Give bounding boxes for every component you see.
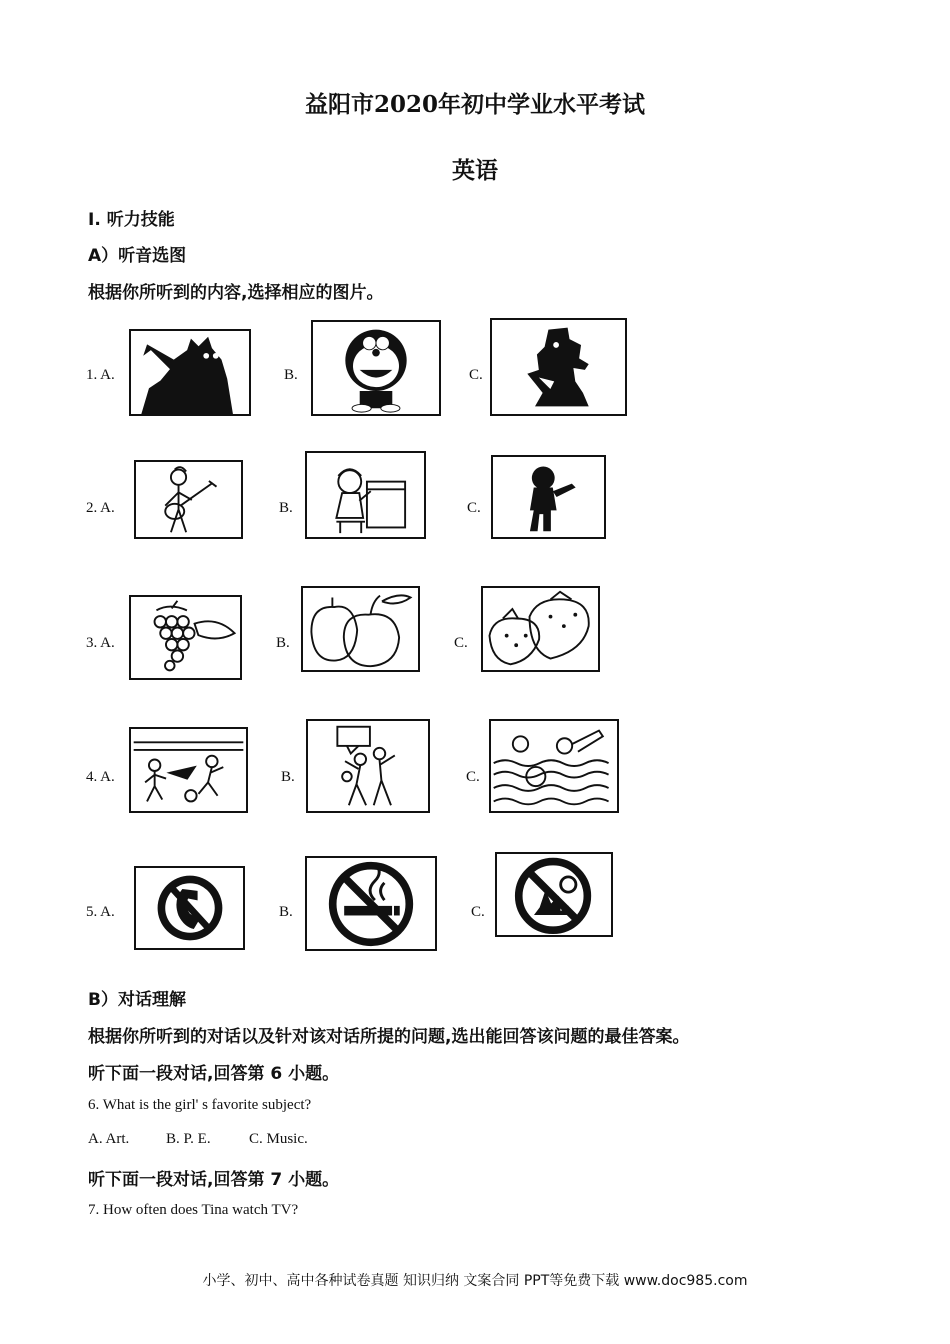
- q1-label: 1. A.: [86, 367, 115, 383]
- basketball-players-icon: [306, 719, 430, 813]
- apples-icon: [301, 586, 420, 672]
- question-6: 6. What is the girl' s favorite subject?: [88, 1097, 312, 1113]
- soccer-kids-icon: [129, 727, 248, 813]
- footer-watermark: 小学、初中、高中各种试卷真题 知识归纳 文案合同 PPT等免费下载 www.doc985.com: [202, 1273, 748, 1289]
- exam-title: 益阳市2020年初中学业水平考试: [304, 91, 645, 118]
- q1-c-label: C.: [469, 367, 483, 383]
- no-fire-sign-icon: [495, 852, 613, 937]
- donald-duck-icon: [490, 318, 627, 416]
- no-smoking-sign-icon: [305, 856, 437, 951]
- part-a-heading: A）听音选图: [88, 246, 187, 266]
- q3-c-label: C.: [454, 635, 468, 651]
- q4-label: 4. A.: [86, 769, 115, 785]
- q3-label: 3. A.: [86, 635, 115, 651]
- q2-label: 2. A.: [86, 500, 115, 516]
- subject-title: 英语: [452, 157, 498, 184]
- piano-boy-icon: [305, 451, 426, 539]
- q4-c-label: C.: [466, 769, 480, 785]
- swimming-kids-icon: [489, 719, 619, 813]
- strawberries-icon: [481, 586, 600, 672]
- q2-c-label: C.: [467, 500, 481, 516]
- q5-label: 5. A.: [86, 904, 115, 920]
- dialog-7-intro: 听下面一段对话,回答第 7 小题。: [88, 1170, 340, 1190]
- part-b-heading: B）对话理解: [88, 990, 186, 1010]
- dialog-6-intro: 听下面一段对话,回答第 6 小题。: [88, 1064, 340, 1084]
- grapes-icon: [129, 595, 242, 680]
- q1-b-label: B.: [284, 367, 298, 383]
- q3-b-label: B.: [276, 635, 290, 651]
- guitar-player-icon: [134, 460, 243, 539]
- q5-b-label: B.: [279, 904, 293, 920]
- devil-silhouette-icon: [129, 329, 251, 416]
- part-a-instruction: 根据你所听到的内容,选择相应的图片。: [88, 283, 384, 303]
- section-heading: Ⅰ. 听力技能: [88, 210, 175, 230]
- doraemon-icon: [311, 320, 441, 416]
- part-b-instruction: 根据你所听到的对话以及针对该对话所提的问题,选出能回答该问题的最佳答案。: [88, 1027, 690, 1047]
- q5-c-label: C.: [471, 904, 485, 920]
- q4-b-label: B.: [281, 769, 295, 785]
- no-phone-sign-icon: [134, 866, 245, 950]
- q6-option-b: B. P. E.: [166, 1131, 211, 1147]
- q2-b-label: B.: [279, 500, 293, 516]
- question-7: 7. How often does Tina watch TV?: [88, 1202, 299, 1218]
- violin-silhouette-icon: [491, 455, 606, 539]
- q6-option-c: C. Music.: [249, 1131, 308, 1147]
- q6-option-a: A. Art.: [88, 1131, 130, 1147]
